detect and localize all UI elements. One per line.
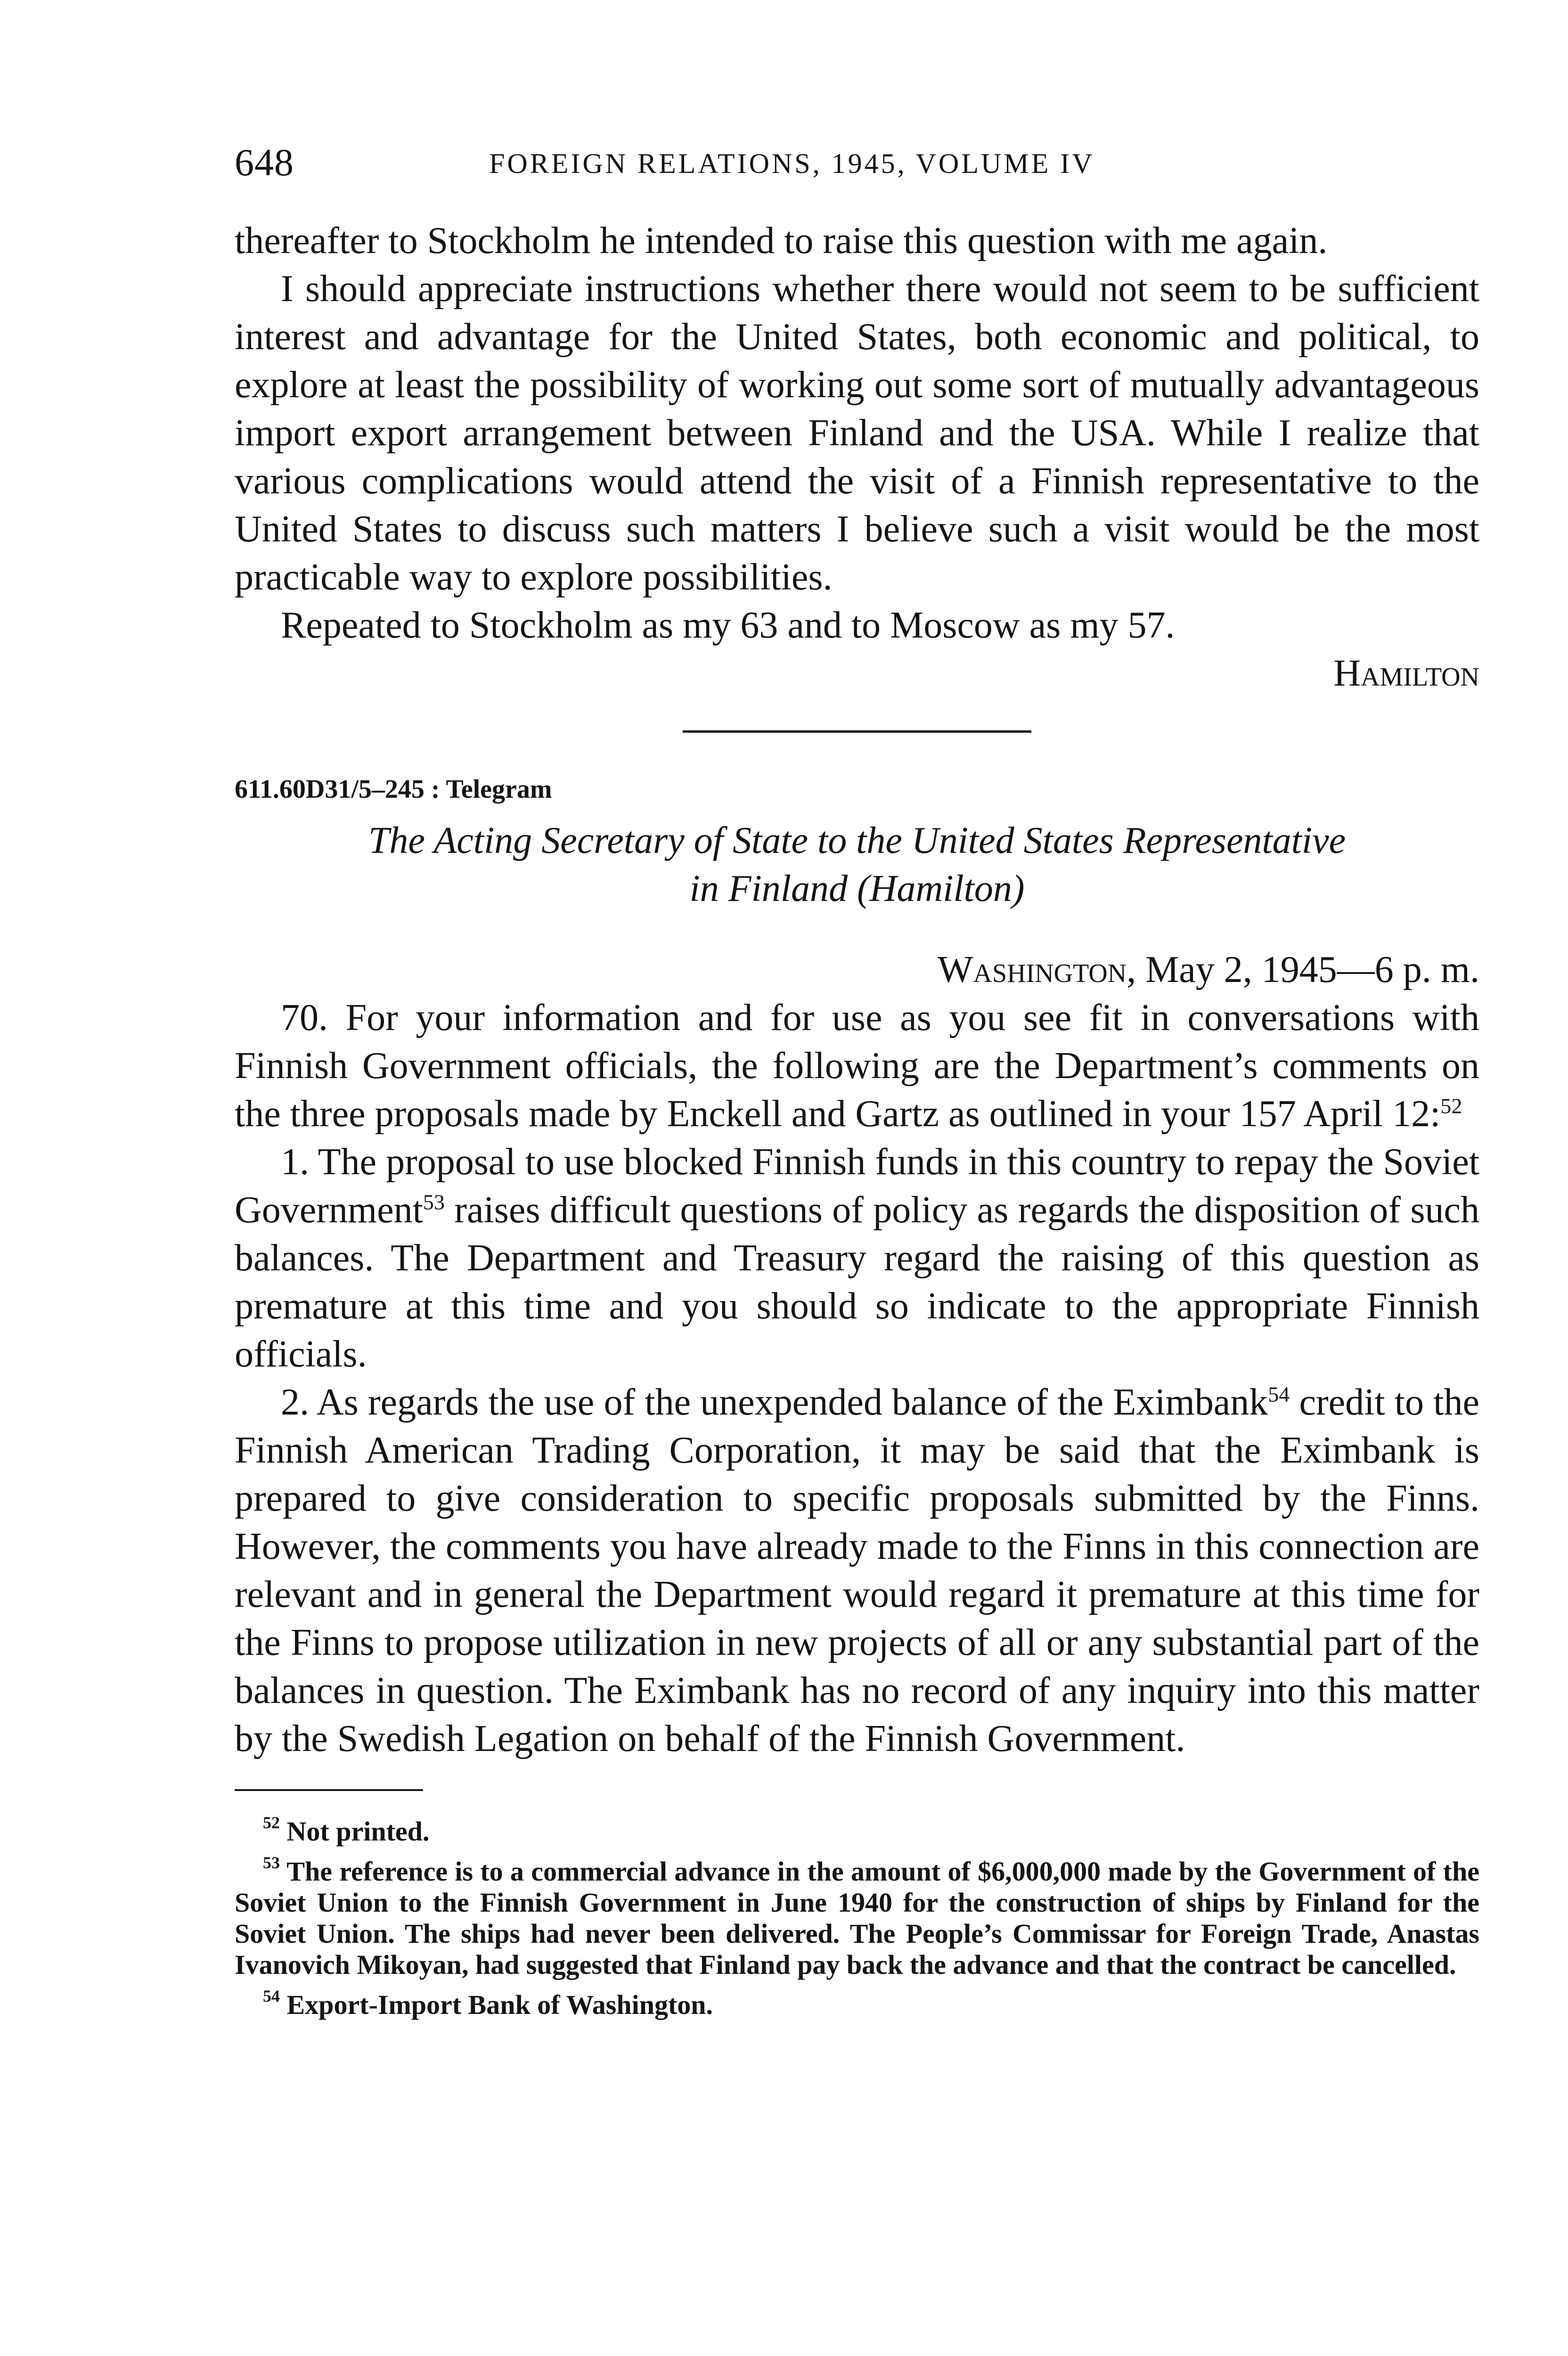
page-header [235,139,1479,186]
footnote-53 [235,1847,1479,1980]
running-head: FOREIGN RELATIONS, 1945, VOLUME IV [489,148,1095,179]
footnote-mark: 54 [263,1987,280,2005]
dateline-place: Washington, [937,949,1136,990]
signature: Hamilton [1333,653,1479,694]
section-divider [683,730,1031,733]
footnote-52 [235,1807,1479,1847]
document-title-line-1: The Acting Secretary of State to the United States Representative [368,820,1346,861]
continuation-paragraph-1: thereafter to Stockholm he intended to raise this question with me again. [235,220,1328,262]
document-title-line-2: in Finland (Hamilton) [689,868,1025,909]
footnote-ref-52[interactable]: 52 [1440,1094,1462,1118]
footnote-ref-54[interactable]: 54 [1268,1382,1290,1407]
telegram-paragraph-3-text-a: 2. As regards the use of the unexpended balance of the Eximbank [281,1382,1268,1423]
telegram-paragraph-2-text-a: 1. The proposal to use blocked Finnish funds in this country to repay the Soviet Government [235,1141,1479,1231]
telegram-paragraph-3-text-b: credit to the Finnish American Trading Corporation, it may be said that the Eximbank is prepared to give consideration to specific proposals submitted by the Finns. However, the comments you have already made to the Finns in this connection are relevant and in general the Department would regard it premature at this time for the Finns to propose utilization in new projects of all or any substantial part of the balances in question. The Eximbank has no record of any inquiry into this matter by the Swedish Legation on behalf of the Finnish Government. [235,1382,1480,1759]
file-reference: 611.60D31/5–245 : Telegram [235,775,552,804]
telegram-paragraph-2 [235,1138,1479,1378]
dateline-date: May 2, 1945—6 p. m. [1136,949,1479,990]
page-number: 648 [235,141,294,184]
footnote-text: The reference is to a commercial advance in the amount of $6,000,000 made by the Government of the Soviet Union to the Finnish Government in June 1940 for the construction of ships by Finland for the Soviet Union. The ships had never been delivered. The People’s Commissar for Foreign Trade, Anastas Ivanovich Mikoyan, had suggested that Finland pay back the advance and that the contract be cancelled. [235,1856,1480,1980]
continuation-paragraph-3: Repeated to Stockholm as my 63 and to Moscow as my 57. [281,605,1175,646]
telegram-paragraph-1-text: 70. For your information and for use as you see fit in conversations with Finnish Government officials, the following are the Department’s comments on the three proposals made by Enckell and Gartz as outlined in your 157 April 12: [235,997,1479,1135]
footnote-ref-53[interactable]: 53 [423,1190,445,1214]
telegram-paragraph-3 [235,1378,1479,1763]
page-body [235,217,1479,2021]
dateline [235,946,1479,994]
footnote-text: Export-Import Bank of Washington. [286,1989,713,2020]
footnote-divider [235,1789,423,1791]
footnote-text: Not printed. [286,1816,430,1847]
footnote-mark: 53 [263,1853,280,1872]
telegram-paragraph-1 [235,994,1479,1138]
telegram-paragraph-2-text-b: raises difficult questions of policy as regards the disposition of such balances. The Department and Treasury regard the raising of this question as premature at this time and you should so indicate to the appropriate Finnish officials. [235,1189,1479,1375]
footnote-54 [235,1980,1479,2021]
footnote-mark: 52 [263,1813,280,1832]
continuation-paragraph-2: I should appreciate instructions whether there would not seem to be sufficient interest and advantage for the United States, both economic and political, to explore at least the possibility of working out some sort of mutually advantageous import export arrangement between Finland and the USA. While I realize that various complications would attend the visit of a Finnish representative to the United States to discuss such matters I believe such a visit would be the most practicable way to explore possibilities. [235,268,1479,598]
